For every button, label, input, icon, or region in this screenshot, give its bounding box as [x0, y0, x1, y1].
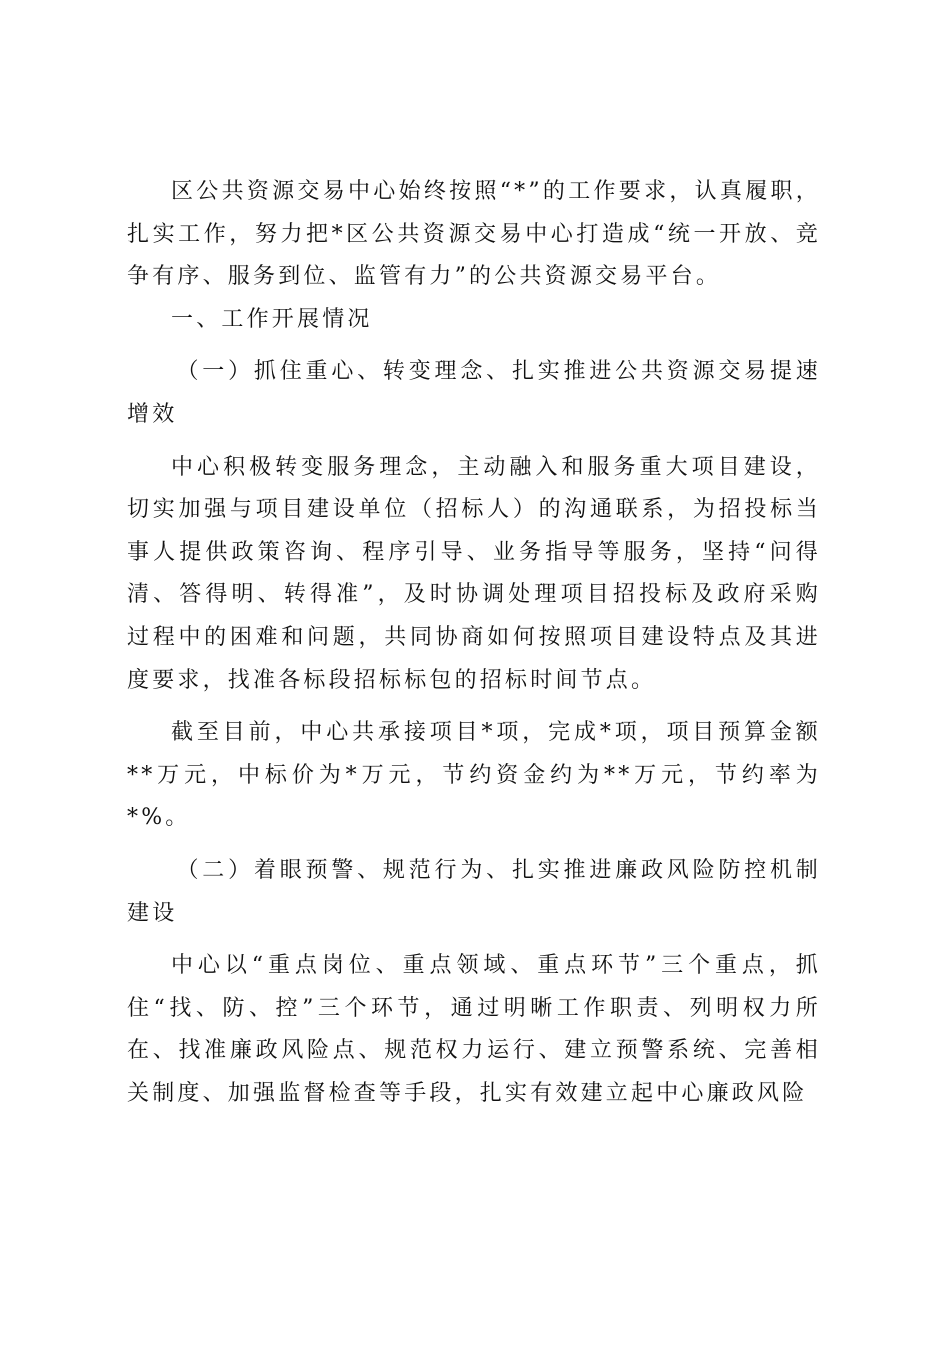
- subsection-heading-1: （一）抓住重心、转变理念、扎实推进公共资源交易提速增效: [127, 359, 821, 427]
- body-paragraph-statistics: 截至目前，中心共承接项目*项，完成*项，项目预算金额**万元，中标价为*万元，节约资金约为**万元，节约率为*%。: [127, 720, 821, 831]
- body-paragraph-risk-control: 中心以“重点岗位、重点领域、重点环节”三个重点，抓住“找、防、控”三个环节，通过明晰工作职责、列明权力所在、找准廉政风险点、规范权力运行、建立预警系统、完善相关制度、加强监督检查等手段，扎实有效建立起中心廉政风险: [127, 953, 821, 1106]
- document-body: [127, 171, 821, 1115]
- intro-paragraph: 区公共资源交易中心始终按照“*”的工作要求，认真履职，扎实工作，努力把*区公共资源交易中心打造成“统一开放、竞争有序、服务到位、监管有力”的公共资源交易平台。: [127, 179, 821, 290]
- section-heading-work-status: 一、工作开展情况: [171, 306, 373, 332]
- subsection-heading-2: （二）着眼预警、规范行为、扎实推进廉政风险防控机制建设: [127, 857, 821, 926]
- body-paragraph-service: 中心积极转变服务理念，主动融入和服务重大项目建设，切实加强与项目建设单位（招标人）的沟通联系，为招投标当事人提供政策咨询、程序引导、业务指导等服务，坚持“问得清、答得明、转得准”，及时协调处理项目招投标及政府采购过程中的困难和问题，共同协商如何按照项目建设特点及其进度要求，找准各标段招标标包的招标时间节点。: [127, 454, 821, 693]
